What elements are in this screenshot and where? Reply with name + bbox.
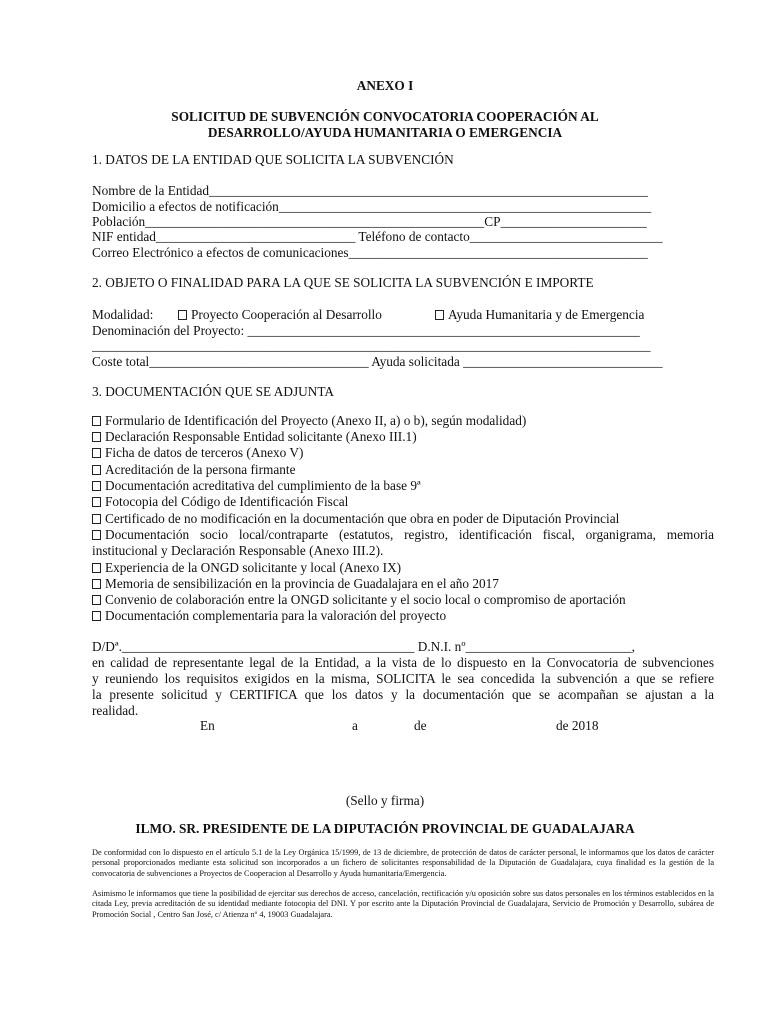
modalidad-label: Modalidad:	[92, 307, 154, 322]
privacy-notice-paragraph1: De conformidad con lo dispuesto en el artículo 5.1 de la Ley Orgánica 15/1999, de 13 de diciembre, de protección de datos de carácter personal, le informamos que los datos de carácter personal proporcionados mediante esta solicitud son incorporados a un fichero de solicitantes responsabilidad de la Diputación de Guadalajara, cuya finalidad es la gestión de la convocatoria de subvenciones a Proyectos de Cooperacion al Desarrollo y Ayuda humanitaria/Emergencia.	[92, 848, 714, 878]
doc-item[interactable]: Experiencia de la ONGD solicitante y local (Anexo IX)	[92, 560, 401, 576]
declaration-text-line3: la presente solicitud y CERTIFICA que los datos y la documentación que se acompañan se ajustan a la	[92, 687, 714, 702]
doc-item[interactable]: Certificado de no modificación en la documentación que obra en poder de Diputación Provincial	[92, 511, 619, 527]
doc-item[interactable]: Formulario de Identificación del Proyecto (Anexo II, a) o b), según modalidad)	[92, 413, 526, 429]
checkbox-icon[interactable]	[92, 611, 101, 621]
privacy-notice-paragraph2: Asimismo le informamos que tiene la posibilidad de ejercitar sus derechos de acceso, cancelación, rectificación y/u oposición sobre sus datos personales en los términos establecidos en la citada Ley, previa acreditación de su identidad mediante fotocopia del DNI. Y por escrito ante la Diputación Provincial de Guadalajara, Servicio de Promoción y Desarrollo, subárea de Promoción Social , Centro San José, c/ Atienza nº 4, 19003 Guadalajara.	[92, 889, 714, 919]
option-cooperacion-label: Proyecto Cooperación al Desarrollo	[191, 307, 382, 322]
date-a: a	[352, 718, 358, 733]
document-title-line1: SOLICITUD DE SUBVENCIÓN CONVOCATORIA COOPERACIÓN AL	[171, 109, 599, 124]
checkbox-icon[interactable]	[92, 448, 101, 458]
field-representante-dni[interactable]: D/Dª.____________________________________________ D.N.I. nº_________________________,	[92, 639, 635, 654]
doc-item[interactable]: Ficha de datos de terceros (Anexo V)	[92, 445, 303, 461]
checkbox-icon[interactable]	[92, 465, 101, 475]
field-poblacion-cp[interactable]: Población___________________________________________________CP______________________	[92, 214, 647, 229]
checkbox-icon[interactable]	[92, 563, 101, 573]
checkbox-icon[interactable]	[92, 579, 101, 589]
declaration-text-line4: realidad.	[92, 703, 139, 718]
checkbox-icon[interactable]	[92, 595, 101, 605]
checkbox-icon[interactable]	[92, 530, 101, 540]
document-title-line2: DESARROLLO/AYUDA HUMANITARIA O EMERGENCIA	[207, 125, 563, 140]
field-domicilio[interactable]: Domicilio a efectos de notificación________________________________________________________	[92, 199, 652, 214]
doc-item[interactable]: Documentación complementaria para la valoración del proyecto	[92, 608, 446, 624]
doc-item[interactable]: Documentación acreditativa del cumplimiento de la base 9ª	[92, 478, 421, 494]
field-denominacion[interactable]: Denominación del Proyecto: ___________________________________________________________	[92, 323, 640, 338]
checkbox-icon[interactable]	[92, 432, 101, 442]
field-nombre-entidad[interactable]: Nombre de la Entidad__________________________________________________________________	[92, 183, 648, 198]
checkbox-icon[interactable]	[92, 481, 101, 491]
section2-heading: 2. OBJETO O FINALIDAD PARA LA QUE SE SOLICITA LA SUBVENCIÓN E IMPORTE	[92, 275, 594, 290]
declaration-text-line1: en calidad de representante legal de la Entidad, a la vista de lo dispuesto en la Convocatoria de subvenciones	[92, 655, 714, 670]
date-de: de	[414, 718, 427, 733]
date-year: de 2018	[556, 718, 599, 733]
doc-item[interactable]: Acreditación de la persona firmante	[92, 462, 296, 478]
checkbox-icon[interactable]	[92, 497, 101, 507]
field-nif-telefono[interactable]: NIF entidad______________________________ Teléfono de contacto_____________________________	[92, 229, 663, 244]
section3-heading: 3. DOCUMENTACIÓN QUE SE ADJUNTA	[92, 384, 335, 399]
date-en: En	[200, 718, 215, 733]
doc-item[interactable]: Fotocopia del Código de Identificación Fiscal	[92, 494, 348, 510]
field-coste-ayuda[interactable]: Coste total_________________________________ Ayuda solicitada ______________________________	[92, 354, 663, 369]
annex-title: ANEXO I	[356, 78, 414, 93]
checkbox-icon[interactable]	[92, 514, 101, 524]
signature-label: (Sello y firma)	[345, 793, 425, 808]
doc-item[interactable]: Documentación socio local/contraparte (estatutos, registro, identificación fiscal, organigrama, memoria	[92, 527, 714, 543]
doc-item[interactable]: Declaración Responsable Entidad solicitante (Anexo III.1)	[92, 429, 417, 445]
field-denominacion-continued[interactable]: ____________________________________________________________________________________	[92, 338, 651, 353]
doc-item-continued: institucional y Declaración Responsable (Anexo III.2).	[92, 543, 384, 558]
option-ayuda-humanitaria[interactable]	[435, 307, 644, 323]
field-correo[interactable]: Correo Electrónico a efectos de comunicaciones_____________________________________________	[92, 245, 648, 260]
doc-item[interactable]: Convenio de colaboración entre la ONGD solicitante y el socio local o compromiso de aportación	[92, 592, 626, 608]
checkbox-icon[interactable]	[92, 416, 101, 426]
option-ayuda-label: Ayuda Humanitaria y de Emergencia	[448, 307, 645, 322]
addressee: ILMO. SR. PRESIDENTE DE LA DIPUTACIÓN PROVINCIAL DE GUADALAJARA	[135, 821, 635, 836]
checkbox-icon[interactable]	[178, 310, 187, 320]
doc-item[interactable]: Memoria de sensibilización en la provincia de Guadalajara en el año 2017	[92, 576, 499, 592]
checkbox-icon[interactable]	[435, 310, 444, 320]
declaration-text-line2: y reuniendo los requisitos exigidos en la misma, SOLICITA le sea concedida la subvención a que se refiere	[92, 671, 714, 686]
option-cooperacion[interactable]	[178, 307, 382, 323]
section1-heading: 1. DATOS DE LA ENTIDAD QUE SOLICITA LA SUBVENCIÓN	[92, 152, 454, 167]
